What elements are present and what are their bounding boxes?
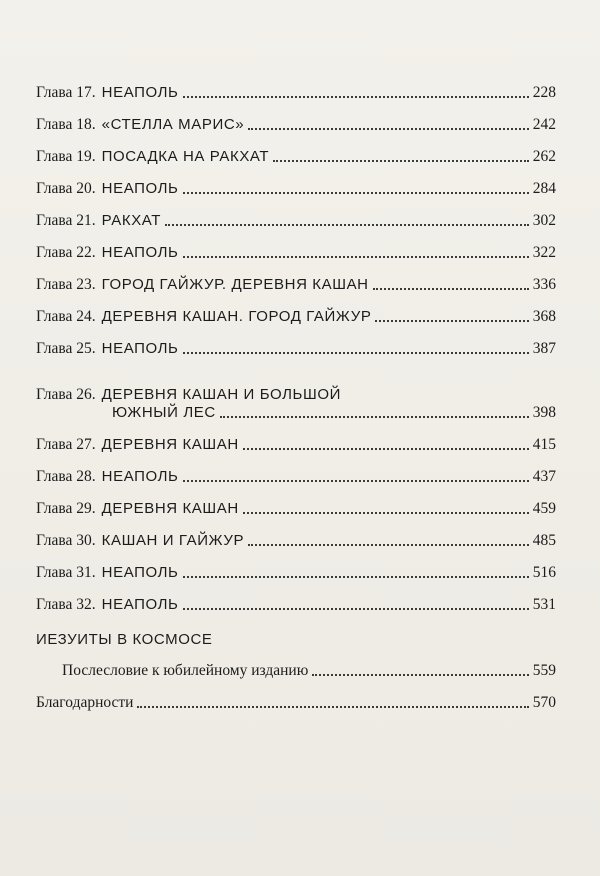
page-number: 531 xyxy=(532,596,556,613)
toc-entry-chapter-28[interactable] xyxy=(36,454,556,486)
dot-leader xyxy=(183,352,529,354)
chapter-number: Глава 25. xyxy=(36,340,96,357)
chapter-title: РАКХАТ xyxy=(101,212,162,229)
chapter-title: НЕАПОЛЬ xyxy=(101,84,179,101)
page-number: 387 xyxy=(532,340,556,357)
chapter-title: НЕАПОЛЬ xyxy=(101,564,179,581)
page-number: 570 xyxy=(532,694,556,711)
dot-leader xyxy=(183,256,529,258)
chapter-title: НЕАПОЛЬ xyxy=(101,180,179,197)
chapter-number: Глава 30. xyxy=(36,532,96,549)
page-number: 368 xyxy=(532,308,556,325)
chapter-title: НЕАПОЛЬ xyxy=(101,596,179,613)
toc-entry-acknowledgements[interactable] xyxy=(36,680,556,712)
dot-leader xyxy=(273,160,529,162)
chapter-number: Глава 26. xyxy=(36,386,96,403)
dot-leader xyxy=(183,576,529,578)
chapter-number: Глава 23. xyxy=(36,276,96,293)
dot-leader xyxy=(137,706,528,708)
chapter-number: Глава 20. xyxy=(36,180,96,197)
chapter-number: Глава 28. xyxy=(36,468,96,485)
toc-entry-chapter-32[interactable] xyxy=(36,582,556,614)
toc-entry-chapter-23[interactable] xyxy=(36,262,556,294)
page-number: 262 xyxy=(532,148,556,165)
chapter-title: НЕАПОЛЬ xyxy=(101,340,179,357)
toc-entry-chapter-19[interactable] xyxy=(36,134,556,166)
chapter-number: Глава 21. xyxy=(36,212,96,229)
chapter-number: Глава 17. xyxy=(36,84,96,101)
dot-leader xyxy=(248,128,529,130)
chapter-number: Глава 29. xyxy=(36,500,96,517)
page-number: 437 xyxy=(532,468,556,485)
dot-leader xyxy=(183,608,529,610)
page-number: 284 xyxy=(532,180,556,197)
chapter-title: НЕАПОЛЬ xyxy=(101,244,179,261)
toc-entry-chapter-17[interactable] xyxy=(36,70,556,102)
dot-leader xyxy=(375,320,528,322)
dot-leader xyxy=(165,224,529,226)
dot-leader xyxy=(183,192,529,194)
chapter-title: КАШАН И ГАЙЖУР xyxy=(101,532,245,549)
toc-entry-chapter-22[interactable] xyxy=(36,230,556,262)
toc-entry-chapter-24[interactable] xyxy=(36,294,556,326)
chapter-number: Глава 27. xyxy=(36,436,96,453)
toc-entry-chapter-31[interactable] xyxy=(36,550,556,582)
dot-leader xyxy=(183,96,529,98)
page-number: 485 xyxy=(532,532,556,549)
dot-leader xyxy=(373,288,529,290)
chapter-number: Глава 22. xyxy=(36,244,96,261)
chapter-number: Глава 19. xyxy=(36,148,96,165)
page-number: 336 xyxy=(532,276,556,293)
chapter-title: ПОСАДКА НА РАКХАТ xyxy=(101,148,270,165)
chapter-number: Глава 24. xyxy=(36,308,96,325)
page-number: 398 xyxy=(532,404,556,421)
page-number: 415 xyxy=(532,436,556,453)
chapter-number: Глава 18. xyxy=(36,116,96,133)
toc-entry-chapter-18[interactable] xyxy=(36,102,556,134)
chapter-title: ДЕРЕВНЯ КАШАН. ГОРОД ГАЙЖУР xyxy=(101,308,372,325)
dot-leader xyxy=(183,480,529,482)
toc-entry-chapter-25[interactable] xyxy=(36,326,556,358)
toc-entry-chapter-30[interactable] xyxy=(36,518,556,550)
toc-entry-chapter-27[interactable] xyxy=(36,422,556,454)
toc-entry-afterword[interactable] xyxy=(36,648,556,680)
chapter-title: ГОРОД ГАЙЖУР. ДЕРЕВНЯ КАШАН xyxy=(101,276,369,293)
dot-leader xyxy=(312,674,528,676)
toc-entry-chapter-29[interactable] xyxy=(36,486,556,518)
page-number: 559 xyxy=(532,662,556,679)
table-of-contents xyxy=(36,70,556,712)
chapter-title: ДЕРЕВНЯ КАШАН xyxy=(101,500,239,517)
acknowledgements-label: Благодарности xyxy=(36,694,134,711)
chapter-title-line-2: ЮЖНЫЙ ЛЕС xyxy=(112,404,216,421)
chapter-title: «СТЕЛЛА МАРИС» xyxy=(101,116,245,133)
page-number: 228 xyxy=(532,84,556,101)
chapter-title: НЕАПОЛЬ xyxy=(101,468,179,485)
dot-leader xyxy=(248,544,529,546)
page-number: 302 xyxy=(532,212,556,229)
chapter-title-line-1: ДЕРЕВНЯ КАШАН И БОЛЬШОЙ xyxy=(101,386,341,403)
toc-entry-chapter-21[interactable] xyxy=(36,198,556,230)
toc-entry-chapter-20[interactable] xyxy=(36,166,556,198)
page-number: 322 xyxy=(532,244,556,261)
chapter-title: ДЕРЕВНЯ КАШАН xyxy=(101,436,239,453)
page-number: 242 xyxy=(532,116,556,133)
dot-leader xyxy=(243,448,529,450)
dot-leader xyxy=(243,512,529,514)
page-number: 516 xyxy=(532,564,556,581)
toc-entry-chapter-26[interactable] xyxy=(36,358,556,422)
dot-leader xyxy=(220,416,529,418)
page-number: 459 xyxy=(532,500,556,517)
section-heading: ИЕЗУИТЫ В КОСМОСЕ xyxy=(36,631,213,648)
afterword-label: Послесловие к юбилейному изданию xyxy=(62,662,309,679)
chapter-number: Глава 32. xyxy=(36,596,96,613)
chapter-number: Глава 31. xyxy=(36,564,96,581)
